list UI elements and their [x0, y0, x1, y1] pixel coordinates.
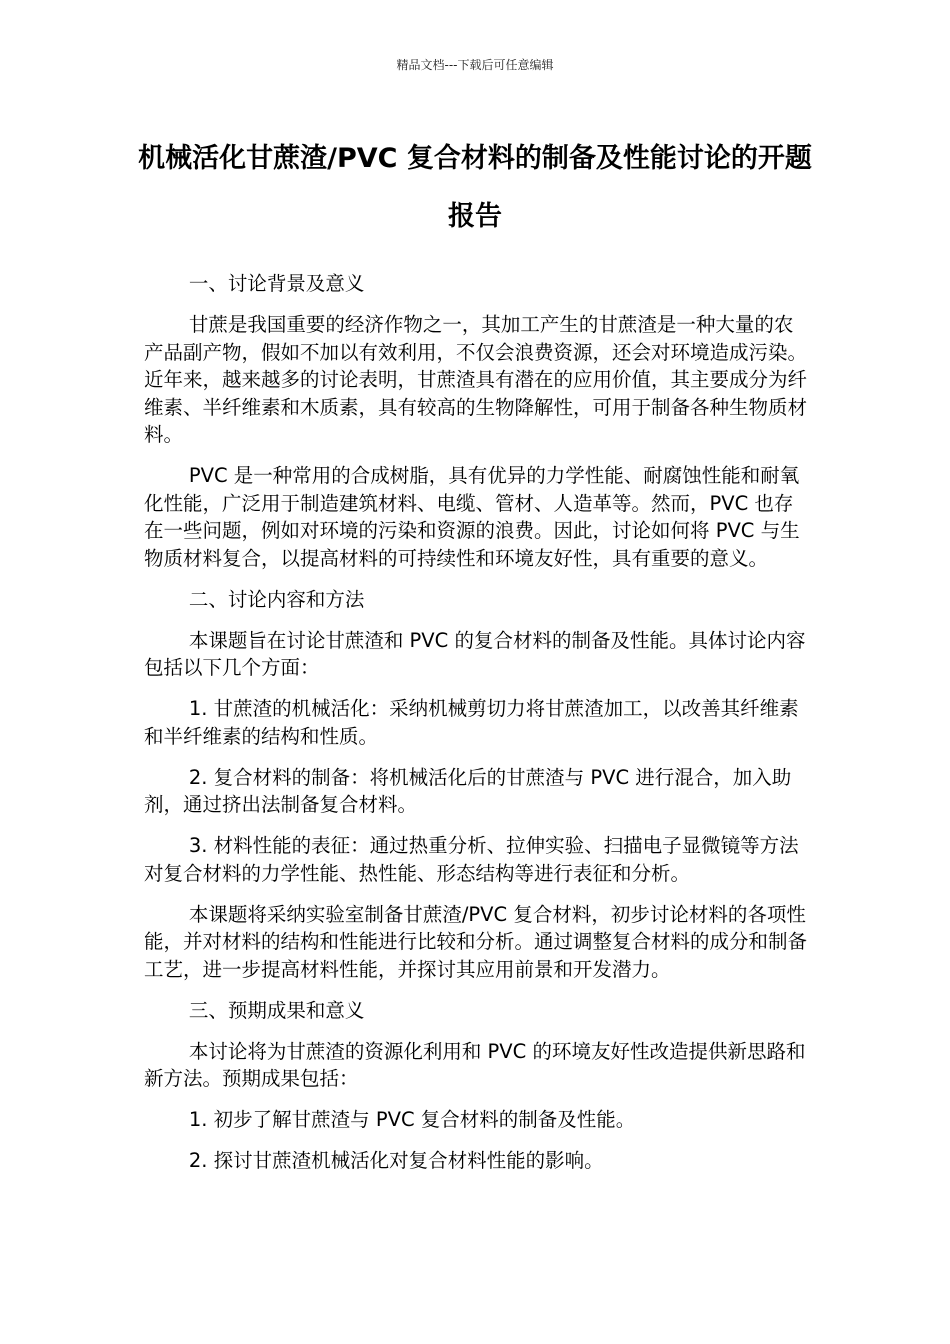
paragraph-pvc-intro: PVC 是一种常用的合成树脂，具有优异的力学性能、耐腐蚀性能和耐氧化性能，广泛用于制造建筑材料、电缆、管材、人造革等。然而，PVC 也存在一些问题，例如对环境的污染和资源的浪费。因此，讨论如何将 PVC 与生物质材料复合，以提高材料的可持续性和环境友好性，具有重要的意义。 [144, 464, 800, 570]
section-heading-background: 一、讨论背景及意义 [188, 272, 365, 295]
list-item-mechanical-activation: 1. 甘蔗渣的机械活化：采纳机械剪切力将甘蔗渣加工，以改善其纤维素和半纤维素的结构和性质。 [144, 697, 799, 748]
section-heading-content-methods: 二、讨论内容和方法 [188, 587, 365, 611]
paragraph-research-aim: 本课题旨在讨论甘蔗渣和 PVC 的复合材料的制备及性能。具体讨论内容包括以下几个方面： [144, 628, 806, 679]
header-note: 精品文档---下载后可任意编辑 [396, 58, 554, 72]
paragraph-research-plan: 本课题将采纳实验室制备甘蔗渣/PVC 复合材料，初步讨论材料的各项性能，并对材料的结构和性能进行比较和分析。通过调整复合材料的成分和制备工艺，进一步提高材料性能，并探讨其应用前景和开发潜力。 [144, 902, 808, 981]
document-body [144, 270, 808, 1188]
list-item-composite-preparation: 2. 复合材料的制备：将机械活化后的甘蔗渣与 PVC 进行混合，加入助剂，通过挤出法制备复合材料。 [144, 765, 792, 816]
list-item-expected-1: 1. 初步了解甘蔗渣与 PVC 复合材料的制备及性能。 [188, 1108, 636, 1131]
paragraph-expected-intro: 本讨论将为甘蔗渣的资源化利用和 PVC 的环境友好性改造提供新思路和新方法。预期成果包括： [144, 1039, 806, 1090]
list-item-expected-2: 2. 探讨甘蔗渣机械活化对复合材料性能的影响。 [188, 1149, 604, 1172]
paragraph-bagasse-intro: 甘蔗是我国重要的经济作物之一，其加工产生的甘蔗渣是一种大量的农产品副产物，假如不加以有效利用，不仅会浪费资源，还会对环境造成污染。近年来，越来越多的讨论表明，甘蔗渣具有潜在的应用价值，其主要成分为纤维素、半纤维素和木质素，具有较高的生物降解性，可用于制备各种生物质材料。 [144, 313, 808, 446]
section-heading-expected-results: 三、预期成果和意义 [188, 998, 365, 1022]
document-title: 机械活化甘蔗渣/PVC 复合材料的制备及性能讨论的开题报告 [138, 143, 812, 232]
list-item-characterization: 3. 材料性能的表征：通过热重分析、拉伸实验、扫描电子显微镜等方法对复合材料的力学性能、热性能、形态结构等进行表征和分析。 [144, 834, 799, 885]
